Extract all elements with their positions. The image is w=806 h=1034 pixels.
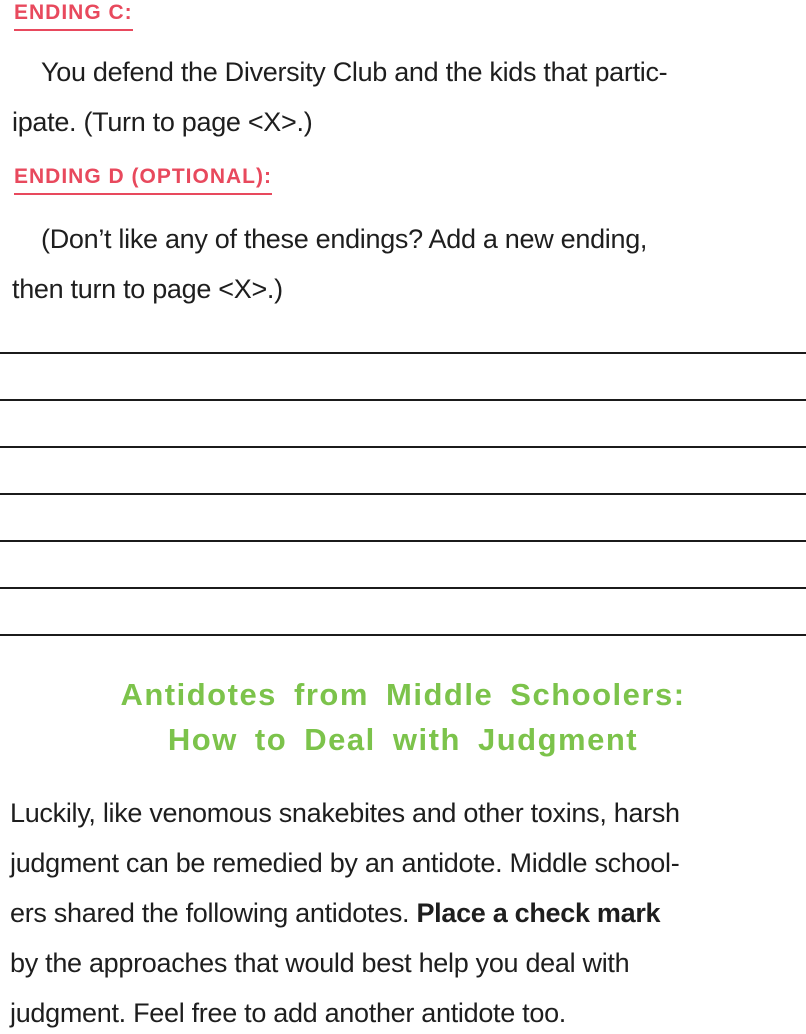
intro-paragraph-line3 [10, 893, 660, 933]
writing-line [0, 634, 806, 636]
writing-line [0, 540, 806, 542]
antidotes-heading [0, 672, 806, 762]
writing-line [0, 493, 806, 495]
writing-line [0, 446, 806, 448]
writing-line [0, 587, 806, 589]
intro-paragraph-line3-bold: Place a check mark [416, 898, 661, 928]
ending-c-paragraph-line1: You defend the Diversity Club and the kids that partic- [41, 57, 668, 87]
ending-c-heading: ENDING C: [14, 0, 133, 31]
ending-c-paragraph-line2: ipate. (Turn to page <X>.) [12, 107, 313, 137]
intro-paragraph-line1: Luckily, like venomous snakebites and other toxins, harsh [10, 798, 680, 828]
writing-line [0, 399, 806, 401]
ending-d-paragraph-line2: then turn to page <X>.) [12, 274, 283, 304]
ending-d-heading: ENDING D (OPTIONAL): [14, 164, 272, 195]
writing-lines [0, 352, 806, 681]
ending-d-paragraph-line1: (Don’t like any of these endings? Add a new ending, [41, 224, 648, 254]
intro-paragraph-line3-regular: ers shared the following antidotes. [10, 898, 417, 928]
intro-paragraph-line2: judgment can be remedied by an antidote. Middle school- [10, 848, 680, 878]
writing-line [0, 352, 806, 354]
antidotes-heading-line1: Antidotes from Middle Schoolers: [120, 677, 686, 712]
antidotes-heading-line2: How to Deal with Judgment [167, 722, 639, 757]
intro-paragraph-line4: by the approaches that would best help you deal with [10, 948, 630, 978]
intro-paragraph-line5: judgment. Feel free to add another antidote too. [10, 998, 566, 1028]
